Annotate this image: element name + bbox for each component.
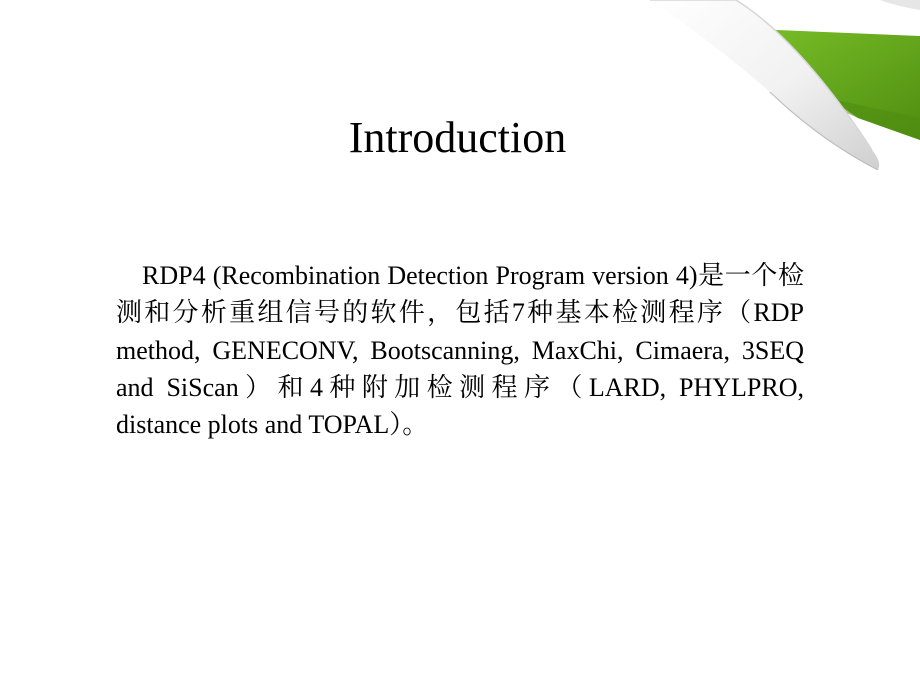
slide-title: Introduction bbox=[348, 113, 567, 162]
slide-body-text: RDP4 (Recombination Detection Program version 4)是一个检测和分析重组信号的软件，包括7种基本检测程序（RDP method, GENECONV, Bootscanning, MaxChi, Cimaera, 3SEQ and SiScan）和4种附加检测程序（LARD, PHYLPRO, distance plots and TOPAL）。 bbox=[116, 261, 804, 440]
